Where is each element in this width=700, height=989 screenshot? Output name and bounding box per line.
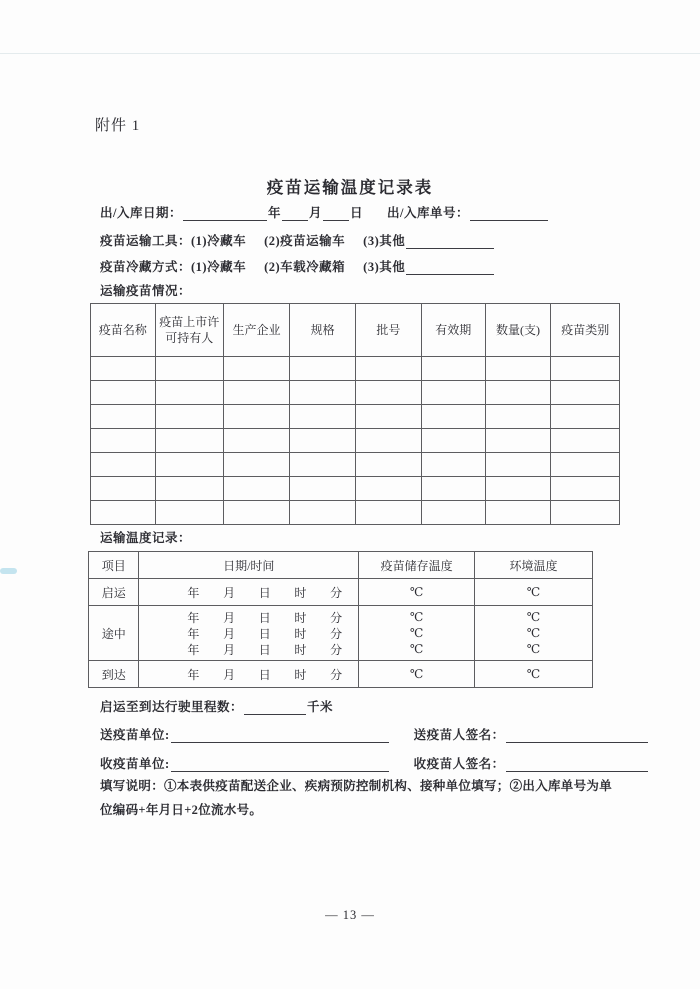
cooling-method-label: 疫苗冷藏方式： bbox=[100, 260, 192, 274]
empty-cell bbox=[421, 477, 485, 501]
unit-month: 月 bbox=[223, 585, 236, 600]
unit-year: 年 bbox=[187, 626, 200, 641]
mileage-label: 启运至到达行驶里程数： bbox=[100, 700, 244, 714]
empty-cell bbox=[155, 453, 223, 477]
empty-cell bbox=[91, 477, 156, 501]
date-month-blank bbox=[282, 207, 308, 221]
empty-cell bbox=[485, 357, 551, 381]
unit-month: 月 bbox=[223, 642, 236, 657]
order-number-label: 出/入库单号： bbox=[387, 206, 470, 220]
sender-sign-label: 送疫苗人签名： bbox=[413, 728, 505, 742]
empty-cell bbox=[485, 429, 551, 453]
empty-cell bbox=[485, 477, 551, 501]
receiver-unit-blank bbox=[171, 758, 389, 772]
transport-tool-line bbox=[100, 231, 495, 249]
empty-cell bbox=[551, 381, 620, 405]
unit-minute: 分 bbox=[330, 626, 343, 641]
stage-cell-departure: 启运 bbox=[89, 579, 139, 606]
empty-cell bbox=[356, 381, 422, 405]
empty-cell bbox=[356, 501, 422, 525]
empty-cell bbox=[421, 357, 485, 381]
empty-cell bbox=[421, 453, 485, 477]
scan-artifact-cyan-mark bbox=[0, 568, 17, 574]
empty-cell bbox=[290, 405, 356, 429]
sender-unit-blank bbox=[171, 729, 389, 743]
mileage-unit-label: 千米 bbox=[307, 700, 334, 714]
temperature-table bbox=[88, 551, 593, 688]
ambient-temp-cell: ℃ bbox=[475, 579, 593, 606]
empty-cell bbox=[290, 381, 356, 405]
empty-cell bbox=[356, 477, 422, 501]
unit-hour: 时 bbox=[294, 642, 307, 657]
stage-row-departure bbox=[89, 579, 593, 606]
empty-cell bbox=[356, 429, 422, 453]
unit-day: 日 bbox=[258, 610, 271, 625]
empty-cell bbox=[421, 381, 485, 405]
celsius-line: ℃ bbox=[526, 642, 541, 656]
empty-cell bbox=[356, 453, 422, 477]
unit-day: 日 bbox=[258, 585, 271, 600]
sender-line bbox=[100, 725, 649, 743]
date-label: 出/入库日期： bbox=[100, 206, 182, 220]
empty-cell bbox=[155, 381, 223, 405]
unit-minute: 分 bbox=[330, 667, 343, 682]
empty-cell bbox=[551, 477, 620, 501]
celsius-line: ℃ bbox=[409, 642, 424, 656]
unit-year: 年 bbox=[187, 585, 200, 600]
mileage-line bbox=[100, 697, 333, 715]
stage-row-en-route bbox=[89, 606, 593, 661]
order-number-blank bbox=[470, 207, 548, 221]
cooling-method-line bbox=[100, 257, 495, 275]
receiver-sign-label: 收疫苗人签名： bbox=[413, 757, 505, 771]
receiver-unit-label: 收疫苗单位: bbox=[100, 757, 170, 771]
empty-cell bbox=[223, 381, 289, 405]
unit-minute: 分 bbox=[330, 642, 343, 657]
vaccine-table-empty-row bbox=[91, 357, 620, 381]
col-header-expiry: 有效期 bbox=[421, 304, 485, 357]
col-header-batch-no: 批号 bbox=[356, 304, 422, 357]
stage-cell-arrival: 到达 bbox=[89, 661, 139, 688]
cooling-option-1: (1)冷藏车 bbox=[191, 260, 247, 274]
empty-cell bbox=[91, 405, 156, 429]
datetime-units-line bbox=[141, 584, 356, 600]
vaccine-info-label: 运输疫苗情况： bbox=[100, 284, 192, 298]
stage-cell-en-route: 途中 bbox=[89, 606, 139, 661]
temperature-table-header-row bbox=[89, 552, 593, 579]
datetime-units-line bbox=[141, 625, 356, 641]
empty-cell bbox=[356, 405, 422, 429]
transport-option-1: (1)冷藏车 bbox=[191, 234, 247, 248]
empty-cell bbox=[91, 357, 156, 381]
empty-cell bbox=[223, 453, 289, 477]
col-header-ambient-temp: 环境温度 bbox=[475, 552, 593, 579]
storage-temp-cell-multi bbox=[359, 606, 475, 661]
unit-hour: 时 bbox=[294, 667, 307, 682]
empty-cell bbox=[290, 357, 356, 381]
datetime-units-line bbox=[141, 641, 356, 657]
vaccine-table-empty-row bbox=[91, 501, 620, 525]
datetime-cell bbox=[139, 579, 359, 606]
empty-cell bbox=[91, 381, 156, 405]
col-header-datetime: 日期/时间 bbox=[139, 552, 359, 579]
empty-cell bbox=[155, 429, 223, 453]
transport-option-2: (2)疫苗运输车 bbox=[264, 234, 346, 248]
empty-cell bbox=[155, 501, 223, 525]
unit-hour: 时 bbox=[294, 610, 307, 625]
col-header-manufacturer: 生产企业 bbox=[223, 304, 289, 357]
col-header-spec: 规格 bbox=[290, 304, 356, 357]
vaccine-table-empty-row bbox=[91, 453, 620, 477]
empty-cell bbox=[356, 357, 422, 381]
transport-other-blank bbox=[406, 235, 494, 249]
vaccine-table-empty-row bbox=[91, 477, 620, 501]
transport-tool-label: 疫苗运输工具： bbox=[100, 234, 192, 248]
unit-month: 月 bbox=[223, 610, 236, 625]
unit-year: 年 bbox=[187, 610, 200, 625]
unit-day: 日 bbox=[258, 642, 271, 657]
datetime-units-line bbox=[141, 666, 356, 682]
empty-cell bbox=[485, 501, 551, 525]
col-header-quantity: 数量(支) bbox=[485, 304, 551, 357]
empty-cell bbox=[290, 477, 356, 501]
date-order-line bbox=[100, 203, 549, 221]
cooling-option-3: (3)其他 bbox=[363, 260, 406, 274]
empty-cell bbox=[551, 405, 620, 429]
ambient-temp-cell-multi bbox=[475, 606, 593, 661]
empty-cell bbox=[485, 405, 551, 429]
empty-cell bbox=[485, 381, 551, 405]
unit-day: 日 bbox=[258, 626, 271, 641]
datetime-units-line bbox=[141, 609, 356, 625]
unit-month: 月 bbox=[223, 667, 236, 682]
attachment-label: 附件 1 bbox=[95, 118, 141, 134]
col-header-vaccine-type: 疫苗类别 bbox=[551, 304, 620, 357]
empty-cell bbox=[91, 501, 156, 525]
unit-minute: 分 bbox=[330, 585, 343, 600]
empty-cell bbox=[223, 477, 289, 501]
scan-artifact-line bbox=[0, 53, 700, 54]
empty-cell bbox=[91, 453, 156, 477]
empty-cell bbox=[551, 501, 620, 525]
unit-hour: 时 bbox=[294, 585, 307, 600]
empty-cell bbox=[421, 501, 485, 525]
year-label: 年 bbox=[267, 206, 281, 220]
empty-cell bbox=[223, 405, 289, 429]
storage-temp-cell: ℃ bbox=[359, 579, 475, 606]
empty-cell bbox=[223, 357, 289, 381]
unit-minute: 分 bbox=[330, 610, 343, 625]
unit-month: 月 bbox=[223, 626, 236, 641]
month-label: 月 bbox=[309, 206, 323, 220]
empty-cell bbox=[290, 429, 356, 453]
cooling-other-blank bbox=[406, 261, 494, 275]
datetime-cell bbox=[139, 661, 359, 688]
empty-cell bbox=[421, 429, 485, 453]
empty-cell bbox=[155, 405, 223, 429]
day-label: 日 bbox=[350, 206, 364, 220]
unit-hour: 时 bbox=[294, 626, 307, 641]
ambient-temp-cell: ℃ bbox=[475, 661, 593, 688]
col-header-vaccine-storage-temp: 疫苗储存温度 bbox=[359, 552, 475, 579]
storage-temp-cell: ℃ bbox=[359, 661, 475, 688]
celsius-line: ℃ bbox=[526, 610, 541, 624]
sender-unit-label: 送疫苗单位: bbox=[100, 728, 170, 742]
col-header-vaccine-name: 疫苗名称 bbox=[91, 304, 156, 357]
filling-instructions: 填写说明：①本表供疫苗配送企业、疾病预防控制机构、接种单位填写；②出入库单号为单位编码+年月日+2位流水号。 bbox=[100, 779, 613, 818]
cooling-option-2: (2)车载冷藏箱 bbox=[264, 260, 346, 274]
vaccine-table-empty-row bbox=[91, 429, 620, 453]
col-header-item: 项目 bbox=[89, 552, 139, 579]
empty-cell bbox=[223, 429, 289, 453]
empty-cell bbox=[290, 453, 356, 477]
celsius-line: ℃ bbox=[526, 626, 541, 640]
empty-cell bbox=[290, 501, 356, 525]
date-day-blank bbox=[323, 207, 349, 221]
receiver-line bbox=[100, 754, 649, 772]
vaccine-table-empty-row bbox=[91, 405, 620, 429]
temperature-section-label: 运输温度记录： bbox=[100, 531, 192, 545]
celsius-line: ℃ bbox=[409, 610, 424, 624]
vaccine-table bbox=[90, 303, 620, 525]
transport-option-3: (3)其他 bbox=[363, 234, 406, 248]
empty-cell bbox=[551, 429, 620, 453]
page-number: — 13 — bbox=[325, 908, 375, 922]
empty-cell bbox=[485, 453, 551, 477]
unit-day: 日 bbox=[258, 667, 271, 682]
empty-cell bbox=[155, 477, 223, 501]
vaccine-table-empty-row bbox=[91, 381, 620, 405]
empty-cell bbox=[551, 357, 620, 381]
empty-cell bbox=[91, 429, 156, 453]
unit-year: 年 bbox=[187, 642, 200, 657]
celsius-line: ℃ bbox=[409, 626, 424, 640]
empty-cell bbox=[155, 357, 223, 381]
datetime-cell-multi bbox=[139, 606, 359, 661]
stage-row-arrival bbox=[89, 661, 593, 688]
empty-cell bbox=[551, 453, 620, 477]
form-title: 疫苗运输温度记录表 bbox=[266, 178, 434, 197]
sender-sign-blank bbox=[506, 729, 648, 743]
empty-cell bbox=[421, 405, 485, 429]
receiver-sign-blank bbox=[506, 758, 648, 772]
date-year-blank bbox=[183, 207, 267, 221]
empty-cell bbox=[223, 501, 289, 525]
unit-year: 年 bbox=[187, 667, 200, 682]
vaccine-table-header-row bbox=[91, 304, 620, 357]
col-header-license-holder: 疫苗上市许可持有人 bbox=[155, 304, 223, 357]
mileage-blank bbox=[244, 701, 306, 715]
